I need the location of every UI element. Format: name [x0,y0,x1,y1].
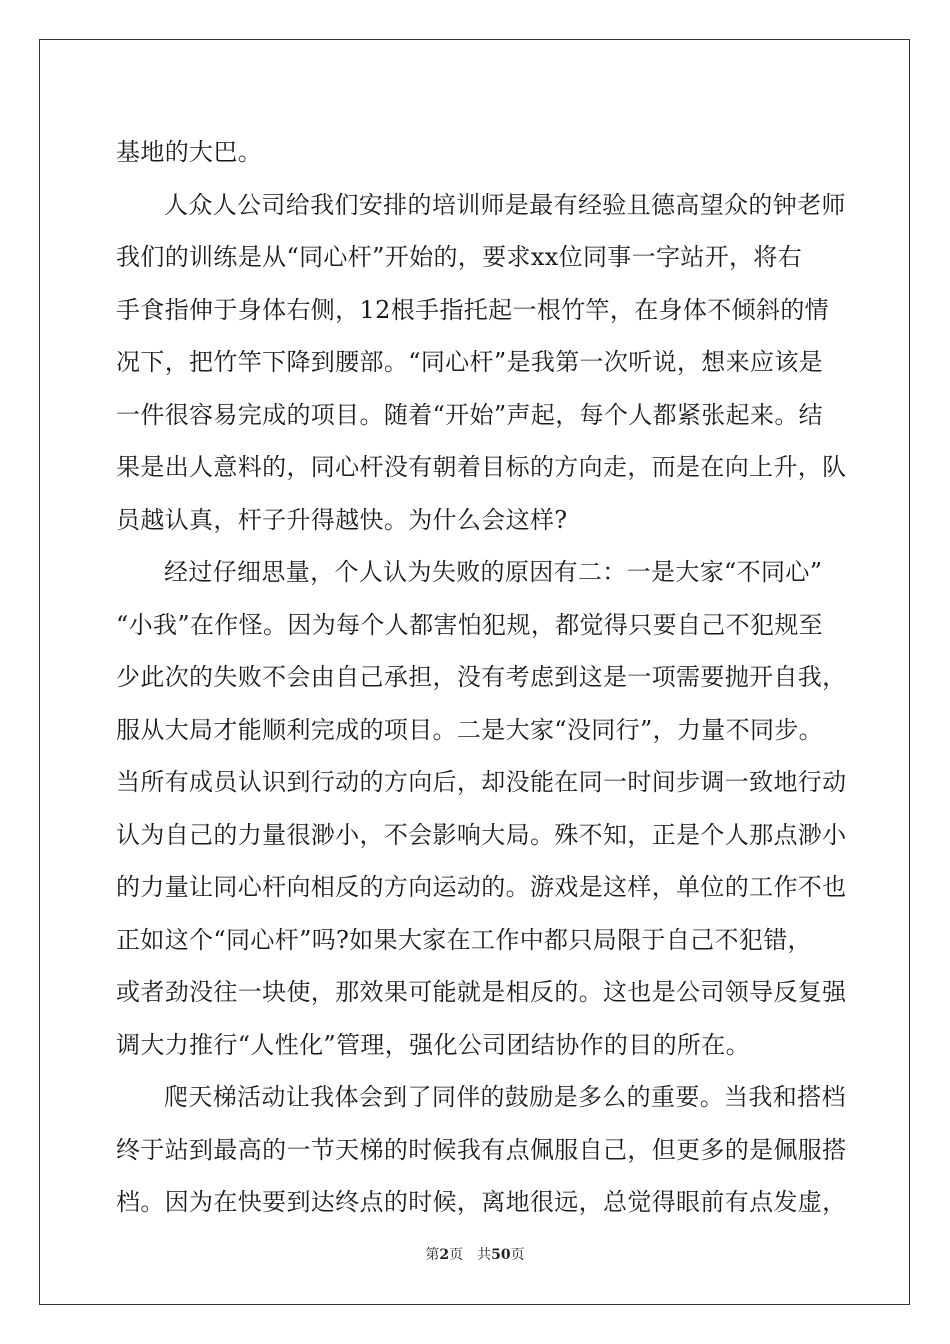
text-line: 服从大局才能顺利完成的项目。二是大家“没同行”，力量不同步。 [116,715,824,744]
text-line: 当所有成员认识到行动的方向后，却没能在同一时间步调一致地行动 [116,768,847,796]
footer-prefix: 第 [425,1247,440,1263]
text-line: 一件很容易完成的项目。随着“开始”声起，每个人都紧张起来。结 [116,400,824,429]
text-line: 调大力推行“人性化”管理，强化公司团结协作的目的所在。 [116,1030,750,1059]
current-page-number: 2 [439,1247,450,1263]
footer-total-suffix: 页 [510,1247,525,1263]
page-footer [0,1244,950,1264]
text-line: 或者劲没往一块使，那效果可能就是相反的。这也是公司领导反复强 [116,978,847,1006]
text-line: 终于站到最高的一节天梯的时候我有点佩服自己，但更多的是佩服搭 [116,1135,847,1164]
footer-total-prefix: 共 [477,1247,492,1263]
text-line: 档。因为在快要到达终点的时候，离地很远，总觉得眼前有点发虚， [116,1188,847,1216]
text-line: 爬天梯活动让我体会到了同伴的鼓励是多么的重要。当我和搭档 [164,1083,846,1111]
text-line: 手食指伸于身体右侧，12根手指托起一根竹竿，在身体不倾斜的情 [116,295,830,324]
text-line: “小我”在作怪。因为每个人都害怕犯规，都觉得只要自己不犯规至 [116,610,824,639]
text-line: 况下，把竹竿下降到腰部。“同心杆”是我第一次听说，想来应该是 [116,348,824,376]
text-line: 我们的训练是从“同心杆”开始的，要求xx位同事一字站开，将右 [116,243,803,271]
text-line: 果是出人意料的，同心杆没有朝着目标的方向走，而是在向上升，队 [116,453,847,481]
total-pages-number: 50 [491,1247,511,1263]
text-line: 基地的大巴。 [116,138,263,166]
text-line: 员越认真，杆子升得越快。为什么会这样? [116,505,568,534]
text-line: 认为自己的力量很渺小，不会影响大局。殊不知，正是个人那点渺小 [116,820,847,849]
text-line: 经过仔细思量，个人认为失败的原因有二：一是大家“不同心” [164,558,823,586]
document-body [116,126,847,1229]
footer-page-suffix: 页 [449,1247,464,1263]
text-line: 的力量让同心杆向相反的方向运动的。游戏是这样，单位的工作不也 [116,873,847,901]
text-line: 正如这个“同心杆”吗?如果大家在工作中都只局限于自己不犯错， [116,925,812,954]
text-line: 少此次的失败不会由自己承担，没有考虑到这是一项需要抛开自我， [116,663,847,691]
text-line: 人众人公司给我们安排的培训师是最有经验且德高望众的钟老师 [164,190,846,219]
